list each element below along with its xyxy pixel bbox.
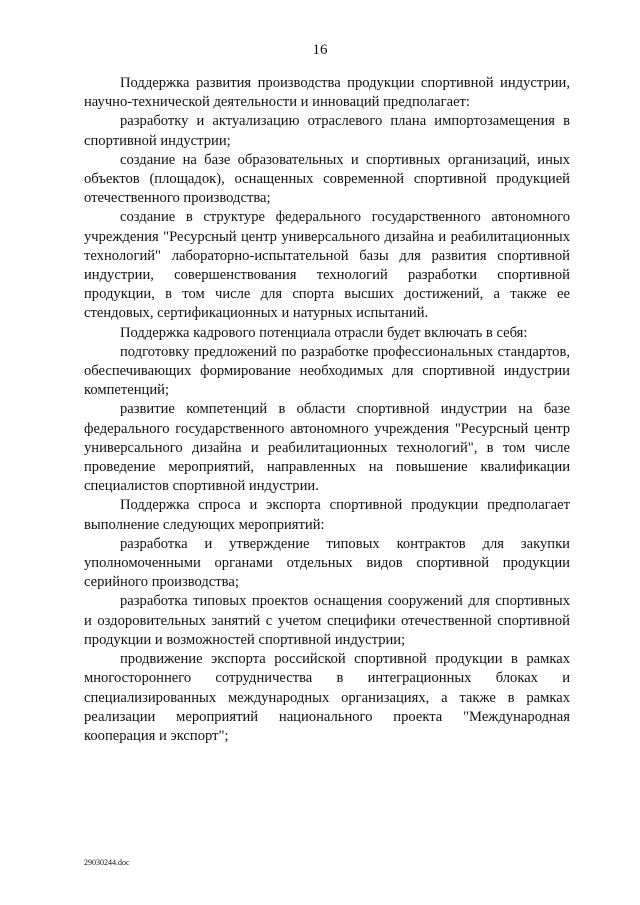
paragraph: разработка типовых проектов оснащения сооружений для спортивных и оздоровительных занятий с учетом специфики отечественной спортивной продукции и возможностей спортивной индустрии; [84, 593, 570, 648]
paragraph: создание в структуре федерального государственного автономного учреждения "Ресурсный центр универсального дизайна и реабилитационных технологий" лабораторно-испытательной базы для развития спортивной индустрии, совершенствования технологий разработки спортивной продукции, в том числе для спорта высших достижений, а также ее стендовых, сертификационных и натурных испытаний. [84, 209, 570, 322]
paragraph: разработку и актуализацию отраслевого плана импортозамещения в спортивной индустрии; [84, 113, 570, 149]
document-body [84, 74, 570, 746]
paragraph: развитие компетенций в области спортивной индустрии на базе федерального государственного автономного учреждения "Ресурсный центр универсального дизайна и реабилитационных технологий", в том числе проведение мероприятий, направленных на повышение квалификации специалистов спортивной индустрии. [84, 401, 570, 495]
page-number: 16 [312, 42, 328, 58]
paragraph: подготовку предложений по разработке профессиональных стандартов, обеспечивающих формирование необходимых для спортивной индустрии компетенций; [84, 343, 570, 399]
paragraph: разработка и утверждение типовых контрактов для закупки уполномоченными органами отдельных видов спортивной продукции серийного производства; [84, 535, 570, 591]
paragraph: продвижение экспорта российской спортивной продукции в рамках многостороннего сотрудничества в интеграционных блоках и специализированных международных организациях, а также в рамках реализации мероприятий национального проекта "Международная кооперация и экспорт"; [84, 651, 570, 744]
paragraph: Поддержка спроса и экспорта спортивной продукции предполагает выполнение следующих мероприятий: [84, 497, 570, 533]
paragraph: Поддержка развития производства продукции спортивной индустрии, научно-технической деятельности и инноваций предполагает: [84, 75, 570, 111]
paragraph: создание на базе образовательных и спортивных организаций, иных объектов (площадок), оснащенных современной спортивной продукцией отечественного производства; [84, 151, 570, 207]
paragraph: Поддержка кадрового потенциала отрасли будет включать в себя: [120, 324, 528, 341]
file-name-footer: 29030244.doc [84, 858, 130, 867]
